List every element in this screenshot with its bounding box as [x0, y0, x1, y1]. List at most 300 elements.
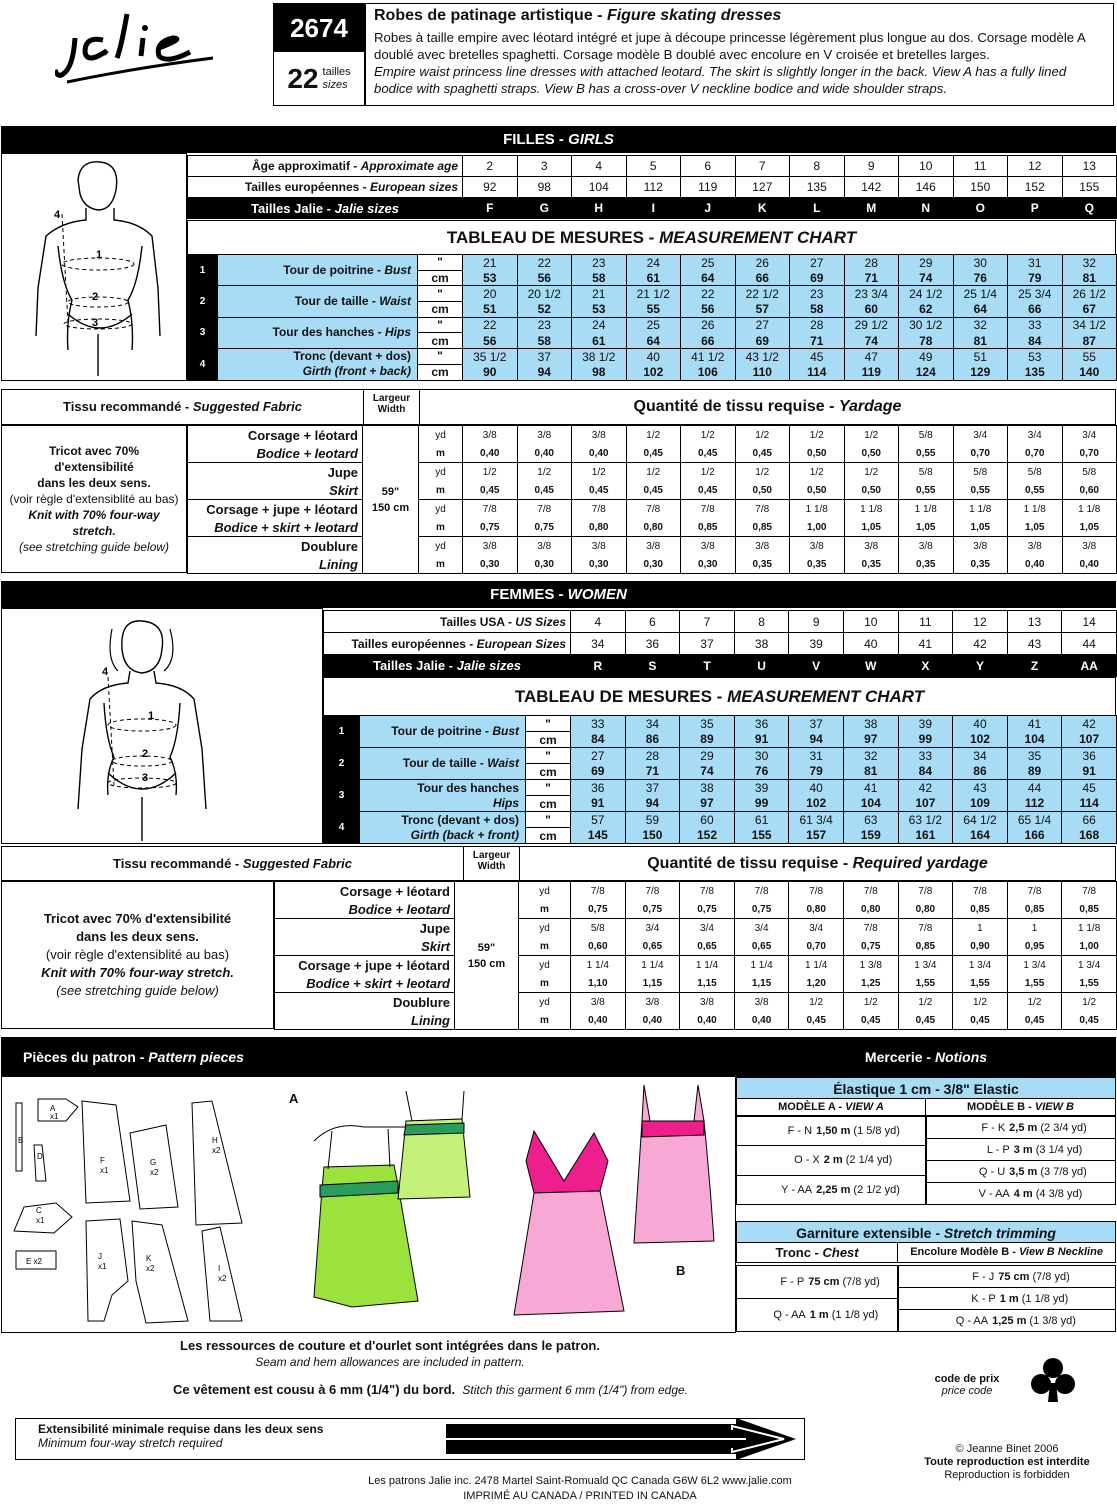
measure-inch-cell: 64 1/2 — [953, 812, 1008, 828]
description-fr: Robes à taille empire avec léotard intégré et jupe à découpe princesse légèrement plus longue au dos. Corsage modèle A doublé avec bretelles spaghetti. Corsage modèle B doublé avec encolure en V croisée et bretelles larges. — [374, 30, 1086, 62]
girls-measurement-table — [187, 254, 1117, 381]
yardage-yd-cell: 3/8 — [517, 426, 572, 445]
yardage-m-cell: 0,70 — [789, 937, 844, 956]
measure-inch-cell: 38 — [843, 716, 898, 732]
measure-cm-cell: 86 — [625, 732, 680, 748]
measure-cm-cell: 135 — [1008, 364, 1063, 380]
notion-size: L - P — [986, 1143, 1010, 1156]
yardage-m-cell: 0,60 — [1062, 481, 1117, 500]
measure-inch-cell: 23 3/4 — [844, 286, 899, 302]
svg-text:1: 1 — [96, 249, 103, 261]
measure-inch-cell: 41 — [843, 780, 898, 796]
measure-cm-cell: 53 — [572, 302, 627, 318]
measure-cm-cell: 53 — [463, 270, 518, 286]
unit-cm: cm — [526, 764, 571, 780]
size-cell: 4 — [571, 611, 626, 633]
yardage-row — [188, 500, 1117, 519]
yardage-yd-cell: 7/8 — [789, 882, 844, 901]
svg-text:I: I — [218, 1264, 221, 1273]
measure-inch-cell: 35 — [680, 716, 735, 732]
measure-row — [188, 286, 1117, 302]
size-cell: 8 — [790, 156, 845, 177]
svg-text:x1: x1 — [36, 1216, 45, 1225]
measure-inch-cell: 41 1/2 — [681, 349, 736, 365]
notion-size: F - K — [981, 1121, 1006, 1134]
yardage-yd-cell: 3/8 — [625, 993, 680, 1012]
unit-inch: " — [418, 317, 463, 333]
measure-cm-cell: 58 — [572, 270, 627, 286]
measure-inch-cell: 32 — [1062, 255, 1117, 271]
notion-row — [927, 1161, 1116, 1183]
yardage-m-cell: 1,15 — [734, 974, 789, 993]
size-cell: 9 — [844, 156, 899, 177]
size-cell: 155 — [1062, 177, 1117, 198]
measure-inch-cell: 22 — [463, 317, 518, 333]
measure-inch-cell: 22 — [681, 286, 736, 302]
view-a-label: A — [289, 1091, 299, 1106]
measure-cm-cell: 69 — [735, 333, 790, 349]
svg-text:2: 2 — [92, 291, 99, 303]
measure-inch-cell: 25 — [626, 317, 681, 333]
fabric-line: (see stretching guide below) — [56, 983, 219, 998]
yardage-yd-cell: 1 1/4 — [680, 956, 735, 975]
yardage-m-cell: 1,15 — [625, 974, 680, 993]
size-cell: 104 — [572, 177, 627, 198]
pattern-pieces-area — [1, 1077, 736, 1333]
measure-cm-cell: 112 — [1007, 796, 1062, 812]
yardage-yd-cell: 3/8 — [572, 537, 627, 556]
size-cell: 2 — [463, 156, 518, 177]
yardage-yd-cell: 7/8 — [681, 500, 736, 519]
jalie-size-cell: S — [625, 655, 680, 677]
yardage-m-cell: 0,80 — [789, 900, 844, 919]
svg-text:H: H — [212, 1136, 218, 1145]
measure-cm-cell: 94 — [625, 796, 680, 812]
notion-row — [927, 1183, 1116, 1205]
size-cell: 10 — [843, 611, 898, 633]
yardage-m-cell: 0,65 — [734, 937, 789, 956]
yardage-yd-cell: 1 3/4 — [953, 956, 1008, 975]
yardage-yd-cell: 7/8 — [572, 500, 627, 519]
measure-inch-cell: 37 — [625, 780, 680, 796]
yardage-row — [188, 518, 1117, 537]
jalie-size-cell: J — [681, 198, 736, 219]
measure-cm-cell: 110 — [735, 364, 790, 380]
jalie-size-cell: X — [898, 655, 953, 677]
size-cell: 9 — [789, 611, 844, 633]
yardage-label-en: Bodice + leotard — [188, 444, 363, 463]
yardage-m-cell: 0,85 — [898, 937, 953, 956]
size-cell: 11 — [898, 611, 953, 633]
notion-row — [899, 1266, 1116, 1288]
unit-m: m — [519, 900, 571, 919]
size-cell: 150 — [953, 177, 1008, 198]
unit-m: m — [519, 974, 571, 993]
yardage-yd-cell: 3/8 — [790, 537, 845, 556]
girls-section-bar: FILLES - GIRLS — [1, 126, 1116, 153]
unit-yd: yd — [519, 882, 571, 901]
measure-cm-cell: 89 — [1007, 764, 1062, 780]
measure-row — [324, 780, 1117, 796]
yardage-yd-cell: 1 1/4 — [789, 956, 844, 975]
measure-cm-cell: 69 — [790, 270, 845, 286]
measure-inch-cell: 23 — [790, 286, 845, 302]
yardage-yd-cell: 3/8 — [1008, 537, 1063, 556]
yardage-yd-cell: 7/8 — [625, 882, 680, 901]
yardage-m-cell: 0,50 — [735, 481, 790, 500]
unit-yd: yd — [419, 500, 463, 519]
measure-cm-cell: 74 — [680, 764, 735, 780]
notion-metric: 2,5 m — [1009, 1121, 1041, 1134]
yardage-m-cell: 0,50 — [790, 444, 845, 463]
measure-cm-cell: 74 — [844, 333, 899, 349]
measure-inch-cell: 34 — [625, 716, 680, 732]
yardage-m-cell: 1,25 — [843, 974, 898, 993]
yardage-yd-cell: 3/8 — [463, 426, 518, 445]
girls-fabric-text — [1, 425, 187, 573]
measure-inch-cell: 61 3/4 — [789, 812, 844, 828]
svg-text:x2: x2 — [218, 1274, 227, 1283]
yardage-yd-cell: 3/8 — [572, 426, 627, 445]
notion-imperial: (1 5/8 yd) — [853, 1125, 900, 1138]
notion-metric: 2 m — [823, 1154, 846, 1167]
size-cell: 13 — [1062, 156, 1117, 177]
yardage-yd-cell: 3/8 — [953, 537, 1008, 556]
unit-cm: cm — [526, 796, 571, 812]
measure-cm-cell: 91 — [571, 796, 626, 812]
yardage-label-fr: Jupe — [188, 463, 363, 482]
yardage-row — [275, 919, 1117, 938]
notion-size: V - AA — [978, 1187, 1010, 1200]
stitch-note: Ce vêtement est cousu à 6 mm (1/4") du bord. Stitch this garment 6 mm (1/4") from edge. — [173, 1382, 689, 1397]
yardage-yd-cell: 1/2 — [1007, 993, 1062, 1012]
notion-size: Y - AA — [781, 1183, 813, 1196]
unit-cm: cm — [418, 364, 463, 380]
jalie-size-row — [324, 655, 1117, 677]
notion-imperial: (3 1/4 yd) — [1035, 1143, 1083, 1156]
yardage-yd-cell: 1 1/8 — [1062, 500, 1117, 519]
trim-header: Garniture extensible - Stretch trimming — [736, 1221, 1116, 1243]
yardage-yd-cell: 1 — [1007, 919, 1062, 938]
unit-cm: cm — [418, 333, 463, 349]
yardage-label-en: Bodice + leotard — [275, 900, 455, 919]
yardage-yd-cell: 5/8 — [1008, 463, 1063, 482]
yardage-yd-cell: 7/8 — [898, 919, 953, 938]
measure-inch-cell: 45 — [1062, 780, 1117, 796]
jalie-size-cell: O — [953, 198, 1008, 219]
measure-cm-cell: 87 — [1062, 333, 1117, 349]
measure-inch-cell: 27 — [790, 255, 845, 271]
measure-cm-cell: 140 — [1062, 364, 1117, 380]
yardage-yd-cell: 7/8 — [843, 919, 898, 938]
measure-inch-cell: 38 — [680, 780, 735, 796]
measure-cm-cell: 76 — [734, 764, 789, 780]
size-cell: 152 — [1008, 177, 1063, 198]
yardage-m-cell: 0,45 — [572, 481, 627, 500]
yardage-m-cell: 0,75 — [571, 900, 626, 919]
yardage-m-cell: 0,80 — [572, 518, 627, 537]
measure-cm-cell: 129 — [953, 364, 1008, 380]
measure-cm-cell: 98 — [572, 364, 627, 380]
size-cell: 142 — [844, 177, 899, 198]
measure-label: Tour de poitrine - Bust — [218, 255, 418, 286]
women-measurement-table — [323, 715, 1117, 844]
yardage-yd-cell: 1 1/8 — [1008, 500, 1063, 519]
yardage-m-cell: 1,05 — [953, 518, 1008, 537]
yardage-yd-cell: 1/2 — [1062, 993, 1117, 1012]
measure-cm-cell: 52 — [517, 302, 572, 318]
measure-cm-cell: 99 — [898, 732, 953, 748]
measure-cm-cell: 56 — [463, 333, 518, 349]
measure-inch-cell: 33 — [898, 748, 953, 764]
measure-cm-cell: 67 — [1062, 302, 1117, 318]
notion-metric: 1,25 m — [992, 1314, 1030, 1327]
measure-inch-cell: 26 — [735, 255, 790, 271]
yardage-m-cell: 1,10 — [571, 974, 626, 993]
yardage-yd-cell: 5/8 — [571, 919, 626, 938]
size-cell: 10 — [899, 156, 954, 177]
unit-m: m — [419, 481, 463, 500]
measure-inch-cell: 27 — [571, 748, 626, 764]
measure-inch-cell: 23 — [517, 317, 572, 333]
yardage-yd-cell: 7/8 — [571, 882, 626, 901]
notion-imperial: (7/8 yd) — [842, 1276, 880, 1288]
yardage-yd-cell: 1/2 — [572, 463, 627, 482]
notions-bar: Mercerie - Notions — [736, 1037, 1116, 1077]
yardage-row — [188, 555, 1117, 574]
measure-cm-cell: 66 — [735, 270, 790, 286]
measure-inch-cell: 43 — [953, 780, 1008, 796]
measure-cm-cell: 157 — [789, 828, 844, 844]
size-cell: 3 — [517, 156, 572, 177]
yardage-row — [275, 974, 1117, 993]
size-cell: 7 — [680, 611, 735, 633]
measure-row — [324, 716, 1117, 732]
women-fabric-header: Tissu recommandé - Suggested Fabric Largeur Width Quantité de tissu requise - Required yardage — [1, 846, 1116, 881]
page-title: Robes de patinage artistique - Figure skating dresses — [374, 7, 782, 24]
jalie-size-cell: W — [843, 655, 898, 677]
women-yardage-table — [274, 881, 1117, 1030]
yardage-label-en: Bodice + skirt + leotard — [188, 518, 363, 537]
notion-row — [737, 1175, 926, 1204]
measure-inch-cell: 63 1/2 — [898, 812, 953, 828]
notion-size: O - X — [794, 1154, 820, 1167]
measure-cm-cell: 159 — [843, 828, 898, 844]
size-cell: 5 — [626, 156, 681, 177]
unit-cm: cm — [526, 732, 571, 748]
yardage-yd-cell: 7/8 — [463, 500, 518, 519]
fabric-line: Knit with 70% four-way stretch. — [41, 965, 234, 980]
yardage-yd-cell: 3/4 — [953, 426, 1008, 445]
measure-cm-cell: 161 — [898, 828, 953, 844]
measure-label: Tronc (devant + dos) Girth (front + back) — [218, 349, 418, 380]
jalie-size-cell: G — [517, 198, 572, 219]
measure-inch-cell: 37 — [517, 349, 572, 365]
yardage-yd-cell: 1/2 — [735, 426, 790, 445]
women-size-table — [323, 610, 1117, 677]
size-cell: 11 — [953, 156, 1008, 177]
yardage-row — [188, 444, 1117, 463]
yardage-yd-cell: 1 1/8 — [844, 500, 899, 519]
size-cell: 40 — [843, 633, 898, 655]
yardage-m-cell: 0,45 — [735, 444, 790, 463]
yardage-yd-cell: 7/8 — [843, 882, 898, 901]
yardage-yd-cell: 1 1/8 — [1062, 919, 1117, 938]
jalie-size-cell: M — [844, 198, 899, 219]
elastic-view-a-table — [736, 1116, 926, 1205]
size-cell: 34 — [571, 633, 626, 655]
measure-number: 2 — [188, 286, 218, 317]
notion-row — [899, 1288, 1116, 1310]
yardage-m-cell: 0,55 — [899, 444, 954, 463]
measure-inch-cell: 61 — [734, 812, 789, 828]
unit-yd: yd — [519, 956, 571, 975]
yardage-m-cell: 0,40 — [1008, 555, 1063, 574]
size-cell: 7 — [735, 156, 790, 177]
yardage-m-cell: 0,75 — [680, 900, 735, 919]
unit-m: m — [519, 1011, 571, 1030]
measure-inch-cell: 24 — [572, 317, 627, 333]
girls-fabric-header: Tissu recommandé - Suggested Fabric Largeur Width Quantité de tissu requise - Yardage — [1, 389, 1116, 425]
jalie-size-cell: K — [735, 198, 790, 219]
notion-row — [737, 1299, 898, 1332]
measure-inch-cell: 49 — [899, 349, 954, 365]
measure-cm-cell: 152 — [680, 828, 735, 844]
notion-imperial: (4 3/8 yd) — [1035, 1187, 1083, 1200]
measure-cm-cell: 99 — [734, 796, 789, 812]
yardage-m-cell: 0,30 — [517, 555, 572, 574]
elastic-header: Élastique 1 cm - 3/8" Elastic — [736, 1077, 1116, 1099]
yardage-m-cell: 0,40 — [571, 1011, 626, 1030]
measure-inch-cell: 21 — [572, 286, 627, 302]
notion-size: F - P — [780, 1276, 805, 1288]
yardage-m-cell: 0,40 — [680, 1011, 735, 1030]
jalie-size-cell: F — [463, 198, 518, 219]
yardage-m-cell: 0,55 — [1008, 481, 1063, 500]
yardage-m-cell: 1,05 — [1062, 518, 1117, 537]
measure-row — [188, 255, 1117, 271]
yardage-m-cell: 0,85 — [1062, 900, 1117, 919]
unit-cm: cm — [418, 302, 463, 318]
yardage-yd-cell: 7/8 — [953, 882, 1008, 901]
yardage-label-en: Skirt — [275, 937, 455, 956]
measure-inch-cell: 59 — [625, 812, 680, 828]
yardage-row — [275, 900, 1117, 919]
yardage-m-cell: 0,85 — [953, 900, 1008, 919]
measure-inch-cell: 33 — [571, 716, 626, 732]
measure-cm-cell: 55 — [626, 302, 681, 318]
yardage-m-cell: 0,40 — [734, 1011, 789, 1030]
yardage-m-cell: 0,85 — [681, 518, 736, 537]
jalie-size-row — [188, 198, 1117, 219]
measure-inch-cell: 36 — [1062, 748, 1117, 764]
size-cell: 112 — [626, 177, 681, 198]
measure-cm-cell: 58 — [790, 302, 845, 318]
yardage-label-fr: Corsage + léotard — [188, 426, 363, 445]
yardage-yd-cell: 1/2 — [789, 993, 844, 1012]
yardage-m-cell: 0,45 — [681, 444, 736, 463]
measure-inch-cell: 23 — [572, 255, 627, 271]
fabric-line: (see stretching guide below) — [18, 540, 170, 554]
yardage-m-cell: 0,45 — [843, 1011, 898, 1030]
fabric-line: dans les deux sens. — [76, 929, 199, 944]
measure-inch-cell: 34 1/2 — [1062, 317, 1117, 333]
notion-size: Q - U — [978, 1165, 1006, 1178]
measure-cm-cell: 104 — [843, 796, 898, 812]
measure-cm-cell: 76 — [953, 270, 1008, 286]
yardage-m-cell: 0,90 — [953, 937, 1008, 956]
unit-inch: " — [418, 349, 463, 365]
size-cell: 42 — [953, 633, 1008, 655]
yardage-m-cell: 0,30 — [681, 555, 736, 574]
yardage-label-en: Bodice + skirt + leotard — [275, 974, 455, 993]
yardage-yd-cell: 1/2 — [681, 426, 736, 445]
measure-inch-cell: 24 — [626, 255, 681, 271]
yardage-yd-cell: 1/2 — [898, 993, 953, 1012]
jalie-size-cell: V — [789, 655, 844, 677]
notion-metric: 1 m — [999, 1292, 1022, 1305]
measure-cm-cell: 109 — [953, 796, 1008, 812]
yardage-yd-cell: 1 1/4 — [734, 956, 789, 975]
yardage-m-cell: 0,80 — [843, 900, 898, 919]
measure-cm-cell: 79 — [1008, 270, 1063, 286]
svg-text:C: C — [36, 1206, 42, 1215]
unit-yd: yd — [419, 463, 463, 482]
yardage-yd-cell: 7/8 — [735, 500, 790, 519]
trim-chest-table — [736, 1265, 898, 1332]
svg-text:1: 1 — [148, 710, 155, 722]
fabric-line: dans les deux sens. — [37, 476, 151, 490]
yardage-m-cell: 1,05 — [1008, 518, 1063, 537]
yardage-m-cell: 0,40 — [1062, 555, 1117, 574]
measure-inch-cell: 27 — [735, 317, 790, 333]
measure-cm-cell: 57 — [735, 302, 790, 318]
measure-cm-cell: 102 — [789, 796, 844, 812]
yardage-label-fr: Corsage + jupe + léotard — [188, 500, 363, 519]
notions-panel: Élastique 1 cm - 3/8" Elastic MODÈLE A - VIEW A MODÈLE B - VIEW B F - N 1,50 m (1 5/8 yd) O - X 2 m (2 1/4 yd) Y - AA 2,25 m (2 1/2 yd) F - K 2,5 m (2 3/4 yd) L - P 3 m (3 1/4 yd) Q - U 3,5 m (3 7/8 yd) V - AA 4 m (4 3/8 yd) Garniture extensible - Stretch trimming Tronc - Chest Encolure Modèle B - View B Neckline F - P 75 cm (7/8 yd) Q - AA 1 m (1 1/8 yd) F - J 75 cm (7/8 yd) K - P 1 m (1 1/8 yd) Q - AA 1,25 m (1 3/8 yd) — [736, 1077, 1116, 1333]
yardage-m-cell: 0,40 — [625, 1011, 680, 1030]
measure-inch-cell: 31 — [1008, 255, 1063, 271]
notion-imperial: (1 1/8 yd) — [831, 1309, 879, 1321]
unit-inch: " — [526, 812, 571, 828]
yardage-m-cell: 0,75 — [843, 937, 898, 956]
measure-inch-cell: 33 — [1008, 317, 1063, 333]
yardage-m-cell: 0,40 — [572, 444, 627, 463]
unit-yd: yd — [419, 537, 463, 556]
yardage-yd-cell: 3/4 — [1062, 426, 1117, 445]
measure-label: Tour de poitrine - Bust — [360, 716, 526, 748]
yardage-yd-cell: 3/8 — [735, 537, 790, 556]
measure-inch-cell: 30 — [734, 748, 789, 764]
measure-cm-cell: 145 — [571, 828, 626, 844]
measure-inch-cell: 29 — [899, 255, 954, 271]
fabric-line: Tricot avec 70% d'extensibilité — [43, 911, 232, 926]
yardage-m-cell: 0,45 — [953, 1011, 1008, 1030]
measure-cm-cell: 69 — [571, 764, 626, 780]
measure-inch-cell: 26 1/2 — [1062, 286, 1117, 302]
yardage-label-en: Lining — [275, 1011, 455, 1030]
size-row — [188, 156, 1117, 177]
svg-text:x1: x1 — [50, 1112, 59, 1121]
trim-neck-table — [898, 1265, 1116, 1332]
price-code: code de prix price code — [934, 1373, 1000, 1397]
measure-inch-cell: 42 — [1062, 716, 1117, 732]
measure-inch-cell: 41 — [1007, 716, 1062, 732]
notion-metric: 1,50 m — [816, 1125, 854, 1138]
measure-number: 4 — [324, 812, 360, 844]
measure-cm-cell: 150 — [625, 828, 680, 844]
measure-inch-cell: 65 1/4 — [1007, 812, 1062, 828]
